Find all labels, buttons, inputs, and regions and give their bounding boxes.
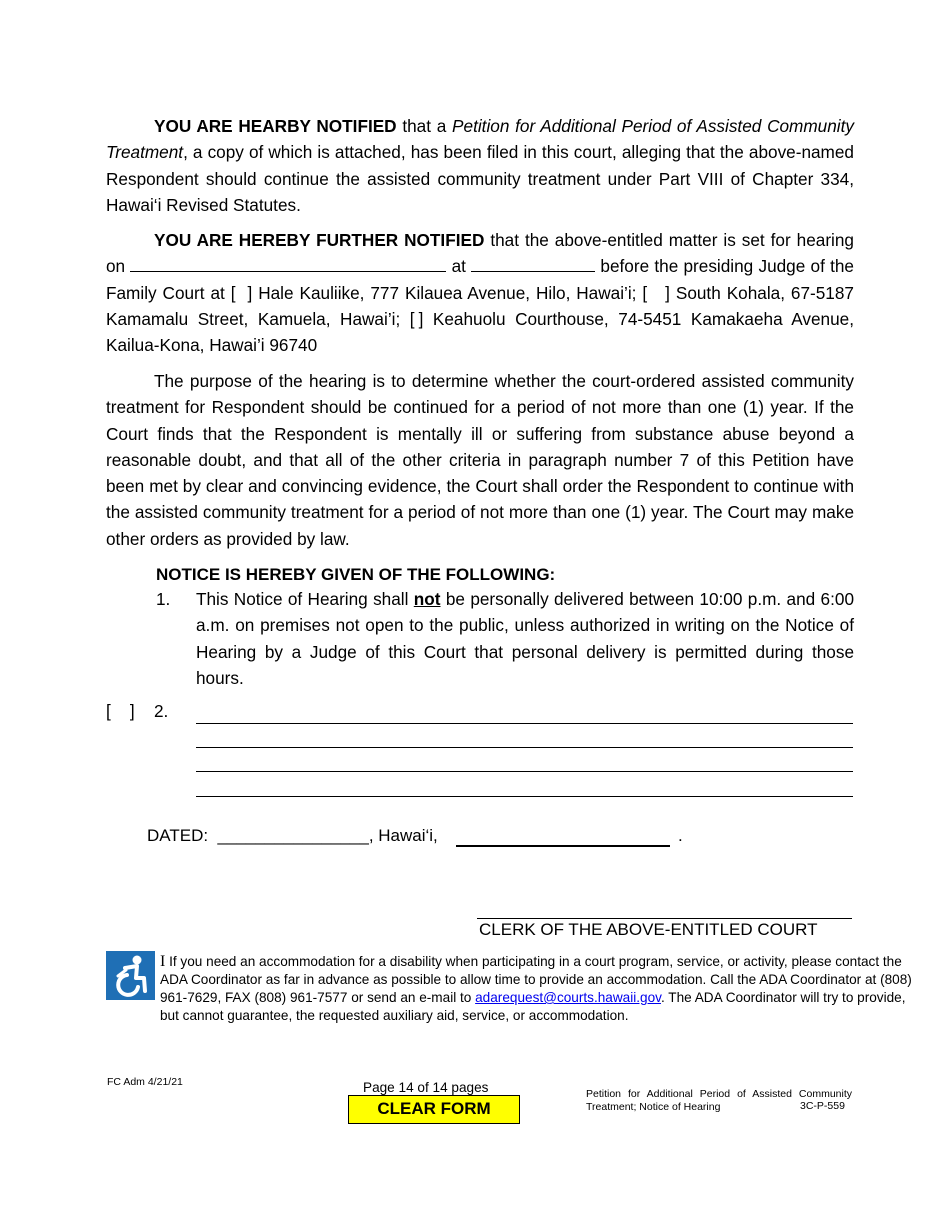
page-number: Page 14 of 14 pages — [363, 1080, 489, 1095]
hearing-time-field[interactable] — [471, 257, 595, 272]
petition-title: Petition for Additional Period of Assisted Community Treatment — [106, 116, 854, 163]
not-emphasis: not — [413, 589, 441, 609]
accessibility-icon — [106, 951, 155, 1000]
ada-email-link[interactable]: adarequest@courts.hawaii.gov — [475, 990, 661, 1005]
notice-heading: NOTICE IS HEREBY GIVEN OF THE FOLLOWING: — [156, 565, 556, 584]
dated-period: . — [678, 826, 683, 845]
clerk-signature-label: CLERK OF THE ABOVE-ENTITLED COURT — [479, 920, 818, 939]
item-1-text: This Notice of Hearing shall not be personally delivered between 10:00 p.m. and 6:00 a.m. on premises not open to the public, unless authorized in writing on the Notice of Hearing by a Judge of this Court that personal delivery is permitted during those hours. — [196, 589, 855, 688]
item-2-line-2[interactable] — [196, 747, 853, 748]
dated-line: DATED: ________________, Hawai‘i, — [147, 826, 438, 845]
form-title: Petition for Additional Period of Assisted Community Treatment; Notice of Hearing — [586, 1088, 852, 1113]
item-2-number: 2. — [154, 701, 169, 721]
hearing-date-field[interactable] — [130, 257, 446, 272]
item-2-checkbox[interactable]: [ ] — [106, 701, 135, 721]
clear-form-button[interactable]: CLEAR FORM — [348, 1095, 520, 1124]
notice-paragraph-2: YOU ARE HEREBY FURTHER NOTIFIED that the above-entitled matter is set for hearing on at before the presiding Judge of the Family Court at [ ] Hale Kauliike, 777 Kilauea Avenue, Hilo, Hawai’i; [ ] South Kohala, 67-5187 Kamamalu Street, Kamuela, Hawai’i; [ ] Keahuolu Courthouse, 74-5451 Kamakaeha Avenue, Kailua-Kona, Hawai’i 96740 — [106, 230, 854, 356]
form-number: 3C-P-559 — [800, 1100, 845, 1112]
signature-line — [477, 918, 852, 919]
wheelchair-icon — [106, 951, 155, 1000]
purpose-paragraph: The purpose of the hearing is to determine whether the court-ordered assisted community treatment for Respondent should be continued for a period of not more than one (1) year. If the Court finds that the Respondent is mentally ill or suffering from substance abuse beyond a reasonable doubt, and that all of the other criteria in paragraph number 7 of this Petition have been met by clear and convincing evidence, the Court shall order the Respondent to continue with the assisted community treatment for a period of not more than one (1) year. The Court may make other orders as provided by law. — [106, 371, 854, 549]
dated-date-field[interactable]: ________________ — [217, 826, 369, 845]
further-notice-lead: YOU ARE HEREBY FURTHER NOTIFIED — [154, 230, 485, 250]
notice-paragraph-1: YOU ARE HEARBY NOTIFIED that a Petition for Additional Period of Assisted Community Treatment, a copy of which is attached, has been filed in this court, alleging that the above-named Respondent should continue the assisted community treatment under Part VIII of Chapter 334, Hawai‘i Revised Statutes. — [106, 116, 854, 215]
item-1-number: 1. — [156, 589, 171, 609]
dated-place-field[interactable] — [456, 845, 670, 847]
ada-notice: I If you need an accommodation for a disability when participating in a court program, service, or activity, please contact the ADA Coordinator as far in advance as possible to allow time to provide an accommodation. Call the ADA Coordinator at (808) 961-7629, FAX (808) 961-7577 or send an e-mail to adarequest@courts.hawaii.gov. The ADA Coordinator will try to provide, but cannot guarantee, the requested auxiliary aid, service, or accommodation. — [160, 953, 912, 1023]
form-code: FC Adm 4/21/21 — [107, 1076, 183, 1088]
item-2-line-3[interactable] — [196, 771, 853, 772]
notice-lead: YOU ARE HEARBY NOTIFIED — [154, 116, 397, 136]
item-2-line-4[interactable] — [196, 796, 853, 797]
item-2-line-1[interactable] — [196, 723, 853, 724]
